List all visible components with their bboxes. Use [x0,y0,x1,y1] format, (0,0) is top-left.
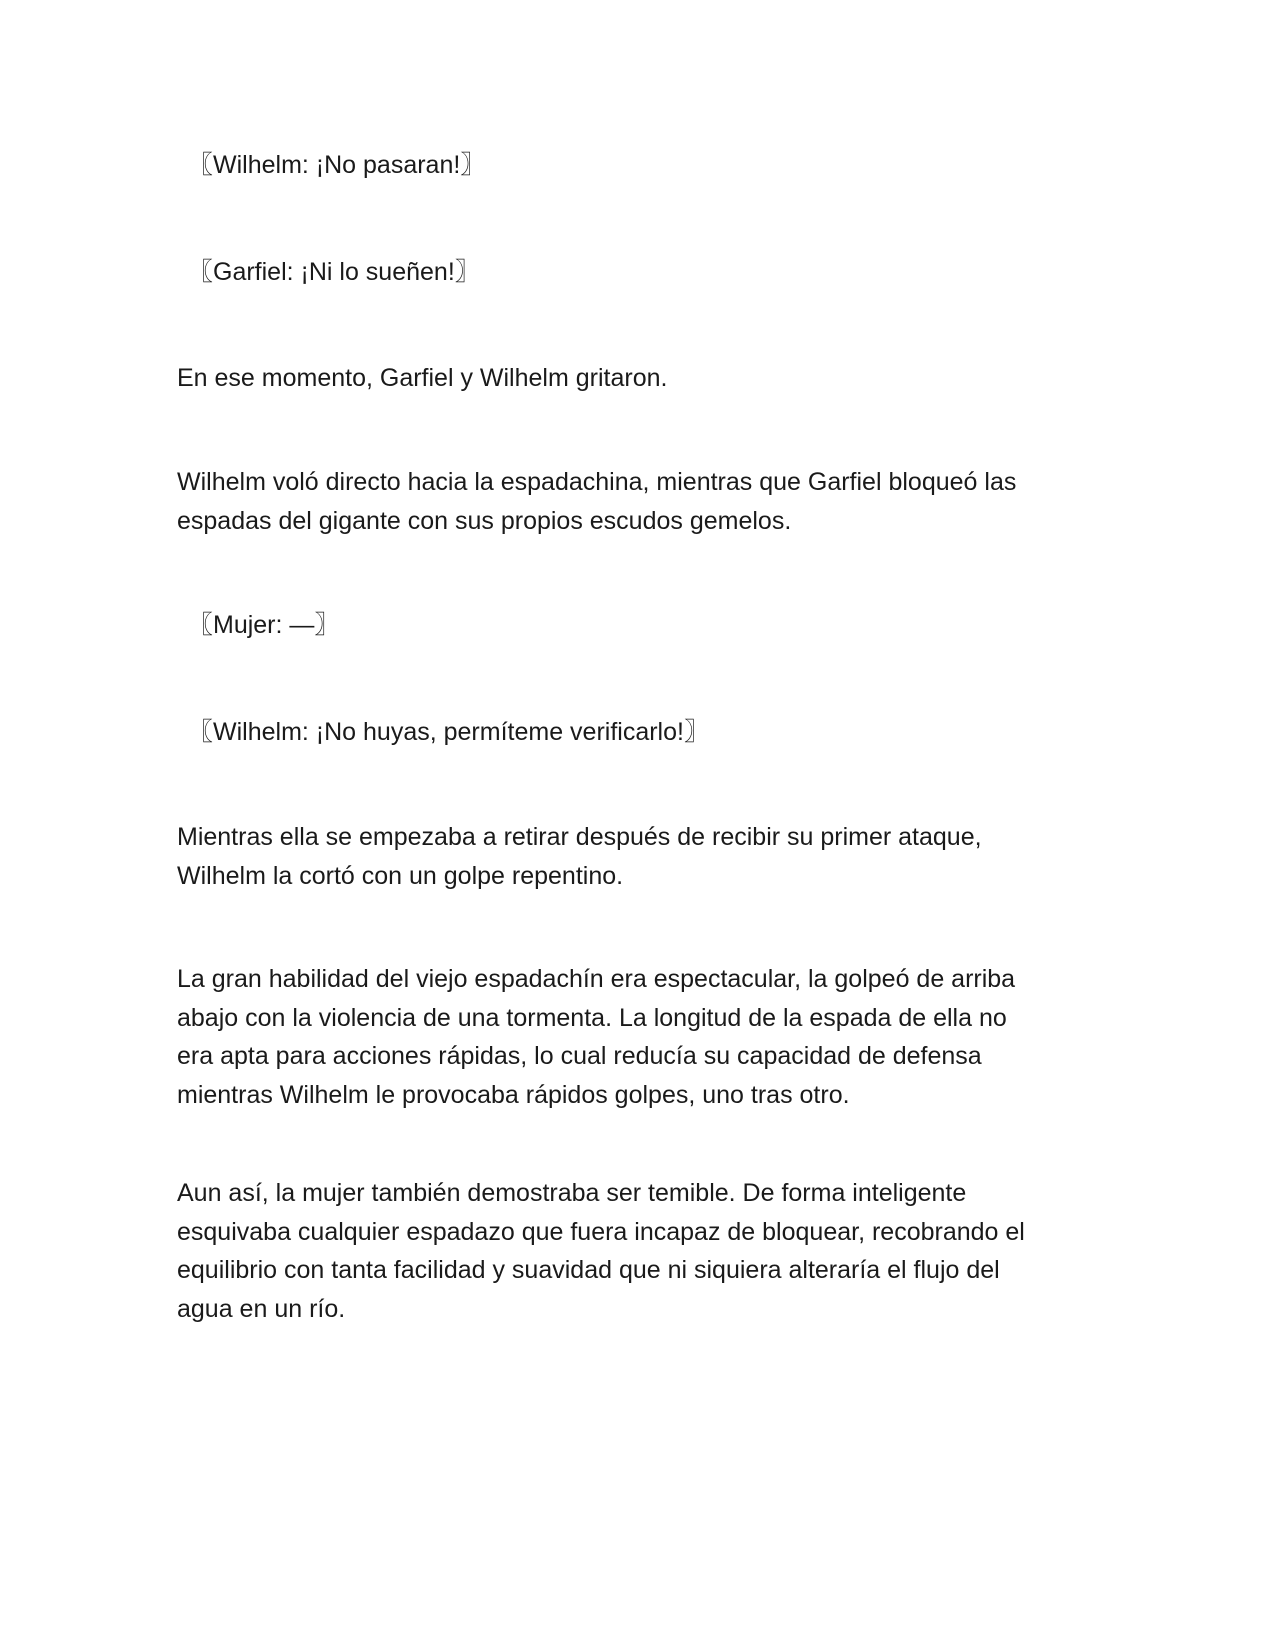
narration-paragraph [177,818,1097,895]
text-line: Mientras ella se empezaba a retirar después de recibir su primer ataque, [177,823,982,851]
text-line: 〖Wilhelm: ¡No pasaran!〗 [188,151,486,179]
text-line: agua en un río. [177,1294,346,1323]
dialogue-line [188,713,1108,752]
text-line: La gran habilidad del viejo espadachín era espectacular, la golpeó de arriba [177,965,1016,993]
text-line: Wilhelm la cortó con un golpe repentino. [177,861,624,890]
dialogue-line [188,146,1108,185]
text-line: Wilhelm voló directo hacia la espadachina, mientras que Garfiel bloqueó las [177,468,1017,496]
narration-paragraph [177,463,1097,540]
dialogue-line [188,606,1108,645]
text-line: 〖Wilhelm: ¡No huyas, permíteme verificarlo!〗 [188,718,709,746]
dialogue-line [188,253,1108,292]
narration-paragraph [177,960,1097,1114]
text-line: 〖Garfiel: ¡Ni lo sueñen!〗 [188,258,480,286]
text-line: era apta para acciones rápidas, lo cual reducía su capacidad de defensa [177,1042,982,1070]
text-line: espadas del gigante con sus propios escudos gemelos. [177,506,792,535]
text-line: esquivaba cualquier espadazo que fuera incapaz de bloquear, recobrando el [177,1217,1025,1246]
narration-paragraph [177,359,1097,398]
text-line: 〖Mujer: —〗 [188,611,340,639]
text-line: equilibrio con tanta facilidad y suavidad que ni siquiera alteraría el flujo del [177,1256,1000,1284]
narration-paragraph [177,1174,1097,1328]
text-line: En ese momento, Garfiel y Wilhelm gritaron. [177,364,668,392]
text-line: mientras Wilhelm le provocaba rápidos golpes, uno tras otro. [177,1080,850,1109]
text-line: Aun así, la mujer también demostraba ser temible. De forma inteligente [177,1179,967,1207]
text-line: abajo con la violencia de una tormenta. La longitud de la espada de ella no [177,1003,1007,1032]
